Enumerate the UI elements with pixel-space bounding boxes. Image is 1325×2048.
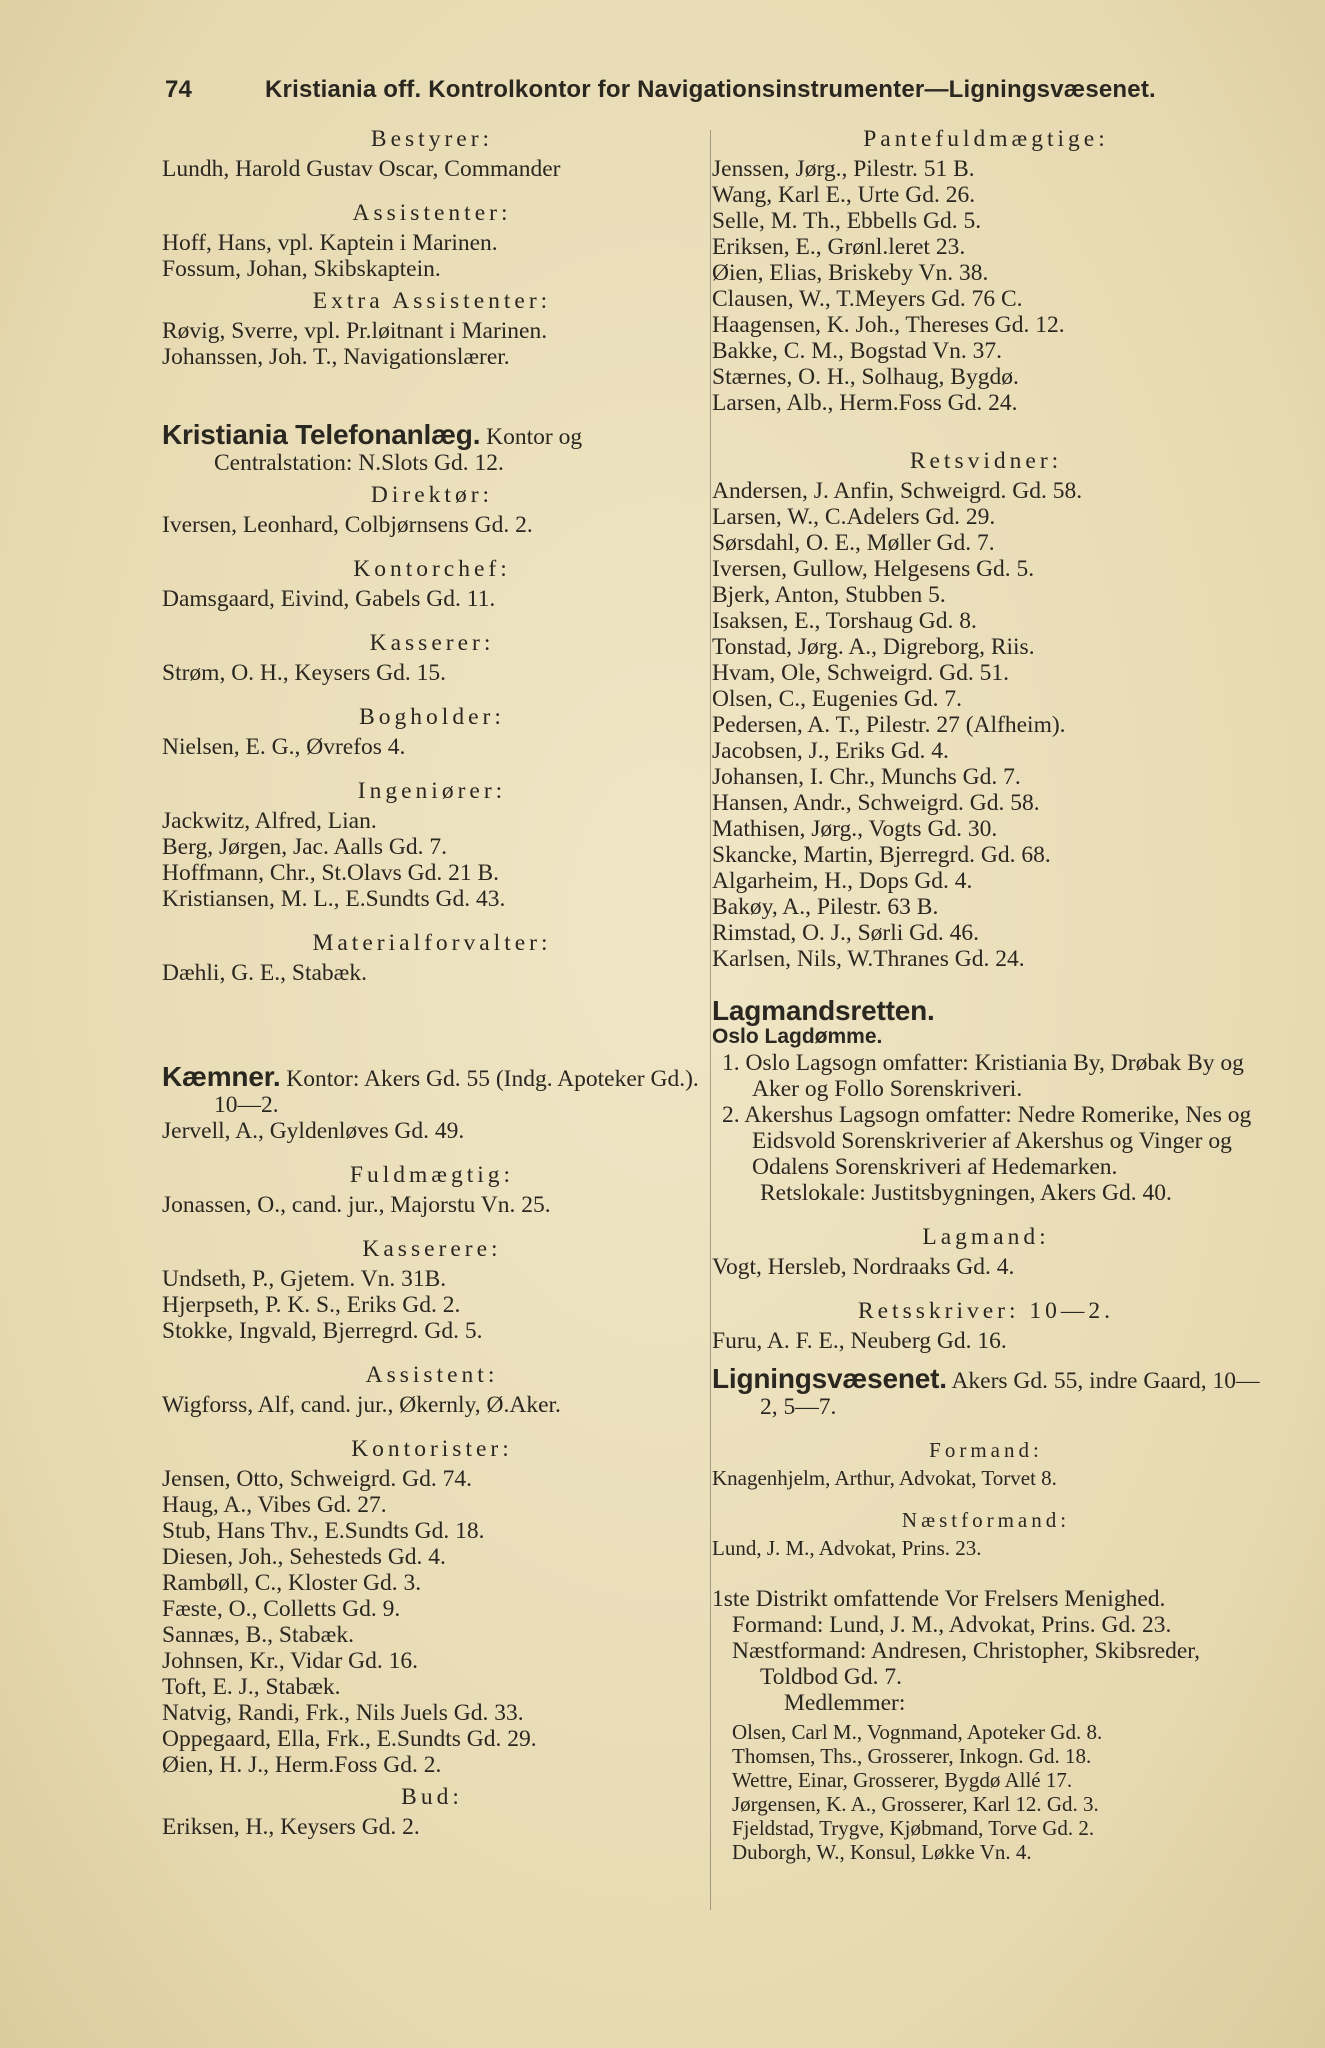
entry: Jervell, A., Gyldenløves Gd. 49. (162, 1118, 465, 1144)
entry: Iversen, Gullow, Helgesens Gd. 5. (712, 556, 1035, 582)
entry: Wang, Karl E., Urte Gd. 26. (712, 182, 976, 208)
institution-entry (162, 419, 702, 476)
entry: Haug, A., Vibes Gd. 27. (162, 1492, 387, 1518)
entry: Lund, J. M., Advokat, Prins. 23. (712, 1536, 982, 1560)
institution-entry (712, 1363, 1260, 1420)
entry: Eriksen, E., Grønl.leret 23. (712, 234, 966, 260)
entry: Larsen, W., C.Adelers Gd. 29. (712, 504, 996, 530)
entry: Isaksen, E., Torshaug Gd. 8. (712, 608, 977, 634)
retslokale: Retslokale: Justitsbygningen, Akers Gd. 40. (760, 1180, 1172, 1206)
section-heading: Retsvidner: (909, 448, 1063, 474)
entry: Johanssen, Joh. T., Navigationslærer. (162, 344, 510, 370)
member-entry: Thomsen, Ths., Grosserer, Inkogn. Gd. 18. (732, 1744, 1092, 1768)
entry: Pedersen, A. T., Pilestr. 27 (Alfheim). (712, 712, 1066, 738)
entry: Øien, Elias, Briskeby Vn. 38. (712, 260, 989, 286)
entry: Algarheim, H., Dops Gd. 4. (712, 868, 973, 894)
section-heading: Fuldmægtig: (349, 1162, 515, 1188)
institution-text: Kontor: Akers Gd. 55 (Indg. Apoteker Gd.). 10—2. (214, 1066, 699, 1118)
entry: Sørsdahl, O. E., Møller Gd. 7. (712, 530, 995, 556)
section-heading: Kasserere: (362, 1236, 502, 1262)
entry: Jonassen, O., cand. jur., Majorstu Vn. 25. (162, 1192, 551, 1218)
section-heading: Direktør: (370, 482, 494, 508)
section-heading: Pantefuldmægtige: (863, 126, 1109, 152)
member-entry: Olsen, Carl M., Vognmand, Apoteker Gd. 8. (732, 1720, 1103, 1744)
section-heading: Medlemmer: (784, 1690, 906, 1716)
section-heading: Assistent: (365, 1362, 499, 1388)
member-entry: Jørgensen, K. A., Grosserer, Karl 12. Gd. 3. (732, 1792, 1099, 1816)
district-heading: 1ste Distrikt omfattende Vor Frelsers Menighed. (712, 1586, 1166, 1612)
entry: Wigforss, Alf, cand. jur., Økernly, Ø.Aker. (162, 1392, 561, 1418)
institution-title: Ligningsvæsenet. (712, 1363, 947, 1394)
institution-title: Kæmner. (162, 1061, 281, 1092)
entry: Røvig, Sverre, vpl. Pr.løitnant i Marinen. (162, 318, 548, 344)
entry: Johnsen, Kr., Vidar Gd. 16. (162, 1648, 418, 1674)
item-text: Oslo Lagsogn omfatter: Kristiania By, Drøbak By og Aker og Follo Sorenskriveri. (745, 1050, 1244, 1102)
entry: Bakke, C. M., Bogstad Vn. 37. (712, 338, 1003, 364)
section-heading: Bestyrer: (370, 126, 494, 152)
entry: Nielsen, E. G., Øvrefos 4. (162, 734, 406, 760)
entry: Toft, E. J., Stabæk. (162, 1674, 341, 1700)
item-number: 2. (722, 1102, 740, 1128)
member-entry: Fjeldstad, Trygve, Kjøbmand, Torve Gd. 2. (732, 1816, 1095, 1840)
entry: Jacobsen, J., Eriks Gd. 4. (712, 738, 949, 764)
entry: Stokke, Ingvald, Bjerregrd. Gd. 5. (162, 1318, 483, 1344)
entry: Fossum, Johan, Skibskaptein. (162, 256, 441, 282)
numbered-item (712, 1102, 1260, 1180)
entry: Haagensen, K. Joh., Thereses Gd. 12. (712, 312, 1065, 338)
entry: Skancke, Martin, Bjerregrd. Gd. 68. (712, 842, 1051, 868)
numbered-item (712, 1050, 1260, 1102)
item-number: 1. (722, 1050, 740, 1076)
institution-text: Akers Gd. 55, indre Gaard, 10—2, 5—7. (760, 1368, 1260, 1420)
entry: Knagenhjelm, Arthur, Advokat, Torvet 8. (712, 1466, 1057, 1490)
entry: Hvam, Ole, Schweigrd. Gd. 51. (712, 660, 1009, 686)
running-title: Kristiania off. Kontrolkontor for Navigationsinstrumenter—Ligningsvæsenet. (265, 76, 1156, 103)
entry: Rimstad, O. J., Sørli Gd. 46. (712, 920, 980, 946)
entry: Furu, A. F. E., Neuberg Gd. 16. (712, 1328, 1007, 1354)
right-column (712, 120, 1260, 1864)
entry: Olsen, C., Eugenies Gd. 7. (712, 686, 962, 712)
page-number: 74 (165, 76, 193, 103)
entry: Diesen, Joh., Sehesteds Gd. 4. (162, 1544, 446, 1570)
section-heading: Kasserer: (369, 630, 495, 656)
section-heading: Næstformand: (901, 1508, 1071, 1532)
section-heading: Retsskriver: 10—2. (857, 1298, 1115, 1324)
entry: Lundh, Harold Gustav Oscar, Commander (162, 156, 561, 182)
left-column (162, 120, 702, 1840)
entry: Stub, Hans Thv., E.Sundts Gd. 18. (162, 1518, 485, 1544)
section-heading: Extra Assistenter: (312, 288, 552, 314)
entry: Jensen, Otto, Schweigrd. Gd. 74. (162, 1466, 473, 1492)
item-text: Akershus Lagsogn omfatter: Nedre Romerike, Nes og Eidsvold Sorenskriverier af Akershus og Vinger og Odalens Sorenskriveri af Hedemarken. (744, 1102, 1252, 1180)
entry: Stærnes, O. H., Solhaug, Bygdø. (712, 364, 1019, 390)
entry: Vogt, Hersleb, Nordraaks Gd. 4. (712, 1254, 1015, 1280)
section-heading: Assistenter: (352, 200, 512, 226)
section-heading: Kontorchef: (353, 556, 511, 582)
institution-title: Lagmandsretten. (712, 995, 935, 1026)
entry: Andersen, J. Anfin, Schweigrd. Gd. 58. (712, 478, 1083, 504)
entry: Hoff, Hans, vpl. Kaptein i Marinen. (162, 230, 498, 256)
entry: Strøm, O. H., Keysers Gd. 15. (162, 660, 446, 686)
entry: Bakøy, A., Pilestr. 63 B. (712, 894, 939, 920)
entry: Johansen, I. Chr., Munchs Gd. 7. (712, 764, 1021, 790)
section-heading: Bud: (401, 1784, 463, 1810)
entry: Undseth, P., Gjetem. Vn. 31B. (162, 1266, 447, 1292)
entry: Iversen, Leonhard, Colbjørnsens Gd. 2. (162, 512, 533, 538)
section-heading: Formand: (929, 1438, 1043, 1462)
entry: Oppegaard, Ella, Frk., E.Sundts Gd. 29. (162, 1726, 537, 1752)
section-heading: Bogholder: (359, 704, 505, 730)
entry: Hoffmann, Chr., St.Olavs Gd. 21 B. (162, 860, 500, 886)
entry: Jackwitz, Alfred, Lian. (162, 808, 377, 834)
entry: Damsgaard, Eivind, Gabels Gd. 11. (162, 586, 496, 612)
entry: Rambøll, C., Kloster Gd. 3. (162, 1570, 422, 1596)
institution-text: Kontor og Centralstation: N.Slots Gd. 12. (214, 424, 583, 476)
section-heading: Materialforvalter: (312, 930, 552, 956)
section-heading: Kontorister: (351, 1436, 513, 1462)
entry: Øien, H. J., Herm.Foss Gd. 2. (162, 1752, 442, 1778)
entry: Larsen, Alb., Herm.Foss Gd. 24. (712, 390, 1018, 416)
entry: Hansen, Andr., Schweigrd. Gd. 58. (712, 790, 1040, 816)
entry: Eriksen, H., Keysers Gd. 2. (162, 1814, 420, 1840)
page-header (165, 70, 1165, 110)
section-heading: Ingeniører: (357, 778, 507, 804)
entry: Mathisen, Jørg., Vogts Gd. 30. (712, 816, 998, 842)
entry: Berg, Jørgen, Jac. Aalls Gd. 7. (162, 834, 448, 860)
entry: Selle, M. Th., Ebbells Gd. 5. (712, 208, 982, 234)
entry: Fæste, O., Colletts Gd. 9. (162, 1596, 401, 1622)
column-divider (710, 130, 711, 1910)
district-formand: Formand: Lund, J. M., Advokat, Prins. Gd. 23. (732, 1612, 1172, 1638)
entry: Bjerk, Anton, Stubben 5. (712, 582, 946, 608)
entry: Clausen, W., T.Meyers Gd. 76 C. (712, 286, 1023, 312)
institution-entry (162, 1061, 702, 1118)
subtitle: Oslo Lagdømme. (712, 1025, 883, 1048)
entry: Hjerpseth, P. K. S., Eriks Gd. 2. (162, 1292, 461, 1318)
entry: Natvig, Randi, Frk., Nils Juels Gd. 33. (162, 1700, 524, 1726)
member-entry: Wettre, Einar, Grosserer, Bygdø Allé 17. (732, 1768, 1073, 1792)
section-heading: Lagmand: (922, 1224, 1050, 1250)
entry: Dæhli, G. E., Stabæk. (162, 960, 367, 986)
entry: Kristiansen, M. L., E.Sundts Gd. 43. (162, 886, 506, 912)
entry: Sannæs, B., Stabæk. (162, 1622, 354, 1648)
entry: Jenssen, Jørg., Pilestr. 51 B. (712, 156, 975, 182)
institution-title: Kristiania Telefonanlæg. (162, 419, 481, 450)
entry: Tonstad, Jørg. A., Digreborg, Riis. (712, 634, 1035, 660)
district-naestformand: Næstformand: Andresen, Christopher, Skibsreder, Toldbod Gd. 7. (732, 1638, 1201, 1690)
member-entry: Duborgh, W., Konsul, Løkke Vn. 4. (732, 1840, 1032, 1864)
entry: Karlsen, Nils, W.Thranes Gd. 24. (712, 946, 1025, 972)
